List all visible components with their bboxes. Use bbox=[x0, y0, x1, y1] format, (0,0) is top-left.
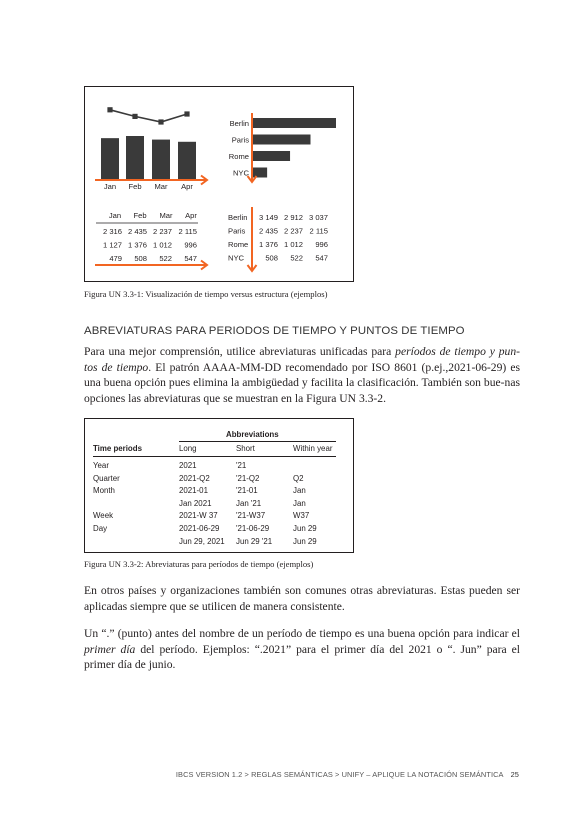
structure-table-label: NYC bbox=[228, 253, 245, 263]
structure-table-cell: 996 bbox=[315, 240, 328, 249]
time-line-marker bbox=[184, 111, 189, 116]
time-line-marker bbox=[107, 107, 112, 112]
time-period-cell: Week bbox=[93, 511, 114, 521]
figure-abbreviations-table bbox=[84, 418, 354, 553]
time-table-cell: 1 376 bbox=[127, 240, 147, 250]
time-table-cell: 508 bbox=[134, 254, 147, 263]
time-category-label: Apr bbox=[181, 182, 193, 191]
long-cell: 2021-Q2 bbox=[179, 473, 210, 483]
time-table-cell: 1 012 bbox=[152, 240, 172, 250]
structure-bar bbox=[252, 118, 336, 128]
time-period-cell: Day bbox=[93, 524, 108, 533]
structure-table-cell: 2 237 bbox=[283, 226, 303, 236]
header-rule bbox=[93, 456, 336, 457]
section-heading: ABREVIATURAS PARA PERIODOS DE TIEMPO Y PUNTOS DE TIEMPO bbox=[84, 325, 465, 337]
structure-bar bbox=[252, 151, 290, 161]
short-cell: '21-W37 bbox=[236, 511, 266, 521]
paragraph-1 bbox=[84, 344, 520, 406]
time-table-cell: 2 237 bbox=[152, 227, 172, 236]
within-year-cell: Jun 29 bbox=[293, 536, 317, 546]
short-cell: '21-Q2 bbox=[236, 473, 260, 483]
within-year-cell: Jun 29 bbox=[293, 524, 317, 533]
structure-category-label: Rome bbox=[228, 152, 249, 161]
time-category-label: Mar bbox=[154, 182, 168, 191]
time-table-cell: 2 316 bbox=[102, 227, 122, 236]
within-year-cell: Q2 bbox=[293, 473, 304, 483]
paragraph-1-part-2: . El patrón AAAA-MM-DD recomendado por ISO 8601 (p.ej.,2021-06-29) es una buena opción pues elimina la ambigüedad y facilita la clasificación. También son bue-nas opciones las abreviaturas que se muestran en la Figura UN 3.3-2. bbox=[84, 360, 520, 405]
structure-table-cell: 2 435 bbox=[258, 226, 278, 236]
structure-bar bbox=[252, 168, 267, 178]
time-table-cell: 2 115 bbox=[178, 227, 197, 236]
structure-table-label: Paris bbox=[228, 226, 246, 236]
short-cell: Jun 29 '21 bbox=[236, 536, 273, 546]
long-cell: Jan 2021 bbox=[179, 498, 212, 508]
paragraph-3-emphasis: primer día bbox=[84, 642, 136, 656]
column-header-short: Short bbox=[236, 444, 255, 453]
structure-table-cell: 2 912 bbox=[283, 213, 303, 222]
short-cell: Jan '21 bbox=[236, 498, 262, 508]
time-line-marker bbox=[132, 114, 137, 119]
time-period-cell: Month bbox=[93, 486, 115, 496]
short-cell: '21-06-29 bbox=[236, 524, 270, 533]
within-year-cell: Jan bbox=[293, 486, 306, 496]
structure-table-cell: 3 149 bbox=[258, 213, 278, 222]
figure1-graphic bbox=[85, 87, 355, 283]
time-table-cell: 547 bbox=[184, 254, 197, 263]
paragraph-3 bbox=[84, 626, 520, 673]
time-period-cell: Year bbox=[93, 461, 109, 470]
short-cell: '21-01 bbox=[236, 486, 258, 496]
time-column bbox=[126, 136, 144, 180]
footer-breadcrumb: IBCS VERSION 1.2 > REGLAS SEMÁNTICAS > UNIFY – APLIQUE LA NOTACIÓN SEMÁNTICA bbox=[175, 770, 504, 779]
figure2-caption: Figura UN 3.3-2: Abreviaturas para períodos de tiempo (ejemplos) bbox=[84, 559, 314, 569]
structure-bar bbox=[252, 135, 310, 145]
time-table-cell: 522 bbox=[159, 254, 172, 263]
title-rule bbox=[179, 441, 336, 442]
time-table-cell: 2 435 bbox=[127, 227, 147, 236]
short-cell: '21 bbox=[236, 461, 247, 470]
time-table-header: Feb bbox=[133, 211, 147, 220]
long-cell: Jun 29, 2021 bbox=[179, 536, 225, 546]
paragraph-2 bbox=[84, 583, 520, 614]
structure-table-cell: 522 bbox=[290, 253, 303, 263]
structure-table-cell: 1 376 bbox=[258, 240, 278, 249]
time-period-cell: Quarter bbox=[93, 473, 120, 483]
time-table-cell: 1 127 bbox=[102, 240, 122, 250]
column-header-within-year: Within year bbox=[293, 444, 333, 453]
structure-category-label: NYC bbox=[232, 168, 249, 178]
structure-table-cell: 3 037 bbox=[308, 213, 328, 222]
long-cell: 2021-06-29 bbox=[179, 524, 220, 533]
structure-table-label: Rome bbox=[228, 240, 249, 249]
structure-category-label: Paris bbox=[231, 135, 249, 145]
time-category-label: Feb bbox=[128, 182, 142, 191]
time-table-cell: 479 bbox=[109, 254, 122, 263]
paragraph-1-emphasis: períodos de tiempo y pun-tos de tiempo bbox=[84, 345, 520, 374]
structure-table-cell: 547 bbox=[315, 253, 328, 263]
page-number: 25 bbox=[510, 770, 519, 779]
structure-category-label: Berlin bbox=[229, 119, 249, 128]
time-line-series bbox=[110, 110, 187, 122]
within-year-cell: Jan bbox=[293, 498, 306, 508]
time-table-header: Apr bbox=[185, 211, 197, 220]
page-footer bbox=[0, 770, 519, 779]
long-cell: 2021-W 37 bbox=[179, 511, 218, 521]
within-year-cell: W37 bbox=[293, 511, 310, 521]
time-periods-header: Time periods bbox=[93, 444, 142, 453]
time-table-header: Jan bbox=[108, 211, 122, 220]
figure-time-vs-structure bbox=[84, 86, 354, 282]
time-line-marker bbox=[158, 119, 163, 124]
time-table-header: Mar bbox=[159, 211, 173, 220]
long-cell: 2021 bbox=[179, 461, 197, 470]
paragraph-3-part-1: Un “.” (punto) antes del nombre de un período de tiempo es una buena opción para indicar el bbox=[84, 627, 520, 640]
time-column bbox=[152, 140, 170, 180]
time-table-cell: 996 bbox=[184, 240, 197, 250]
time-column bbox=[178, 142, 196, 180]
abbreviations-title: Abbreviations bbox=[226, 430, 279, 439]
paragraph-3-part-2: del período. Ejemplos: “.2021” para el primer día del 2021 o “. Jun” para el primer día de junio. bbox=[84, 642, 520, 672]
long-cell: 2021-01 bbox=[179, 486, 208, 496]
time-category-label: Jan bbox=[103, 182, 117, 191]
structure-table-cell: 2 115 bbox=[309, 226, 328, 236]
structure-table-cell: 508 bbox=[265, 253, 278, 263]
figure1-caption: Figura UN 3.3-1: Visualización de tiempo versus estructura (ejemplos) bbox=[84, 289, 328, 299]
paragraph-1-part-1: Para una mejor comprensión, utilice abreviaturas unificadas para bbox=[84, 345, 396, 358]
time-column bbox=[101, 138, 119, 180]
column-header-long: Long bbox=[179, 444, 197, 453]
paragraph-2-text: En otros países y organizaciones también son comunes otras abreviaturas. Estas pueden ser aplicadas siempre que se utilicen de manera consistente. bbox=[84, 584, 520, 613]
structure-table-cell: 1 012 bbox=[283, 240, 303, 249]
structure-table-label: Berlin bbox=[228, 213, 248, 222]
